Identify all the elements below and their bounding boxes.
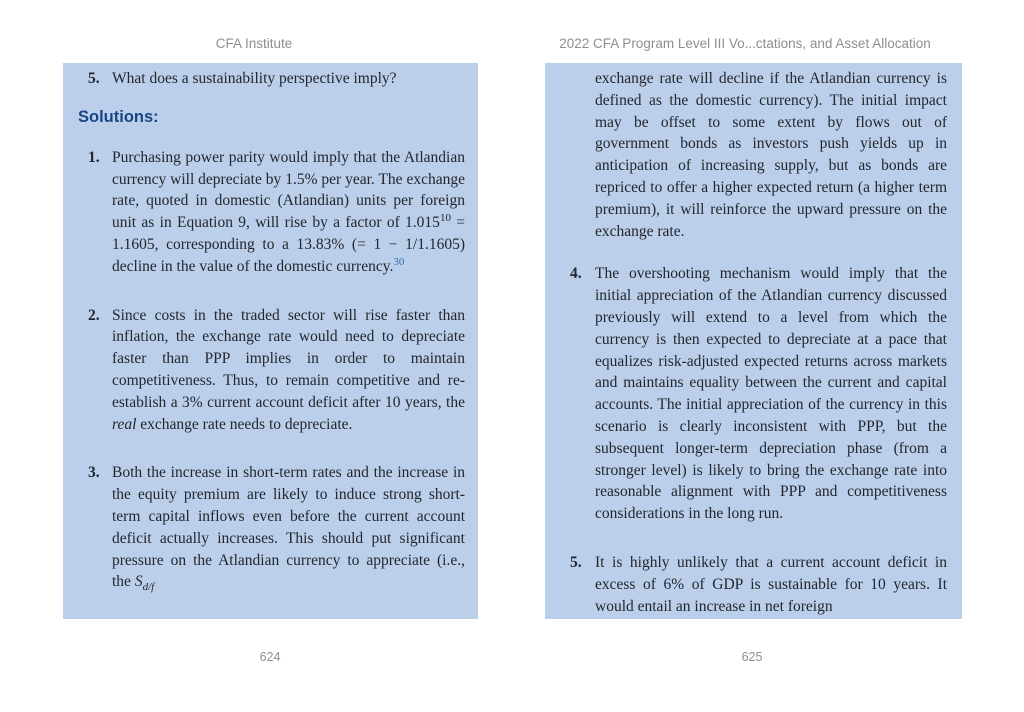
solution-item-1: [63, 147, 465, 278]
solution-item-3-number: 3.: [88, 464, 100, 482]
solution-item-2-text: Since costs in the traded sector will rise faster than inflation, the exchange rate would need to depreciate faster than PPP implies in order to maintain competitiveness. Thus, to remain competitive and re-establish a 3% current account deficit after 10 years, the real exchange rate needs to depreciate.: [112, 306, 465, 433]
running-header-left: CFA Institute: [215, 36, 293, 51]
left-page-highlighted-text: [63, 63, 478, 619]
continuation-paragraph: exchange rate will decline if the Atlandian currency is defined as the domestic currency). The initial impact may be offset to some extent by flows out of government bonds as investors push yields up in anticipation of increasing supply, but as bonds are repriced to offer a higher expected return (a higher term premium), it will reinforce the upward pressure on the exchange rate.: [595, 70, 947, 240]
solutions-list-left: [63, 147, 465, 593]
solution-item-2-number: 2.: [88, 306, 100, 324]
solutions-heading: Solutions:: [78, 107, 159, 126]
solution-item-3: [63, 462, 465, 593]
solution-item-1-text: Purchasing power parity would imply that the Atlandian currency will depreciate by 1.5% per year. The exchange rate, quoted in domestic (Atlandian) units per foreign unit as in Equation 9, will rise by a factor of $1.015^{10} = 1.1605$, corresponding to a 13.83% (= 1 − 1/1.1605) decline in the value of the domestic currency.$^{30}$: [112, 148, 465, 275]
page-number-left: 624: [259, 650, 281, 664]
running-header-right: 2022 CFA Program Level III Vo...ctations, and Asset Allocation: [559, 36, 931, 51]
solution-item-4-number: 4.: [570, 265, 582, 283]
page-number-right: 625: [741, 650, 763, 664]
question-item-5: [63, 68, 465, 90]
question-text: What does a sustainability perspective imply?: [112, 70, 397, 87]
question-number: 5.: [88, 70, 100, 87]
solution-item-2: [63, 305, 465, 436]
solutions-list-right: [545, 263, 947, 617]
solution-item-3-text: Both the increase in short-term rates and the increase in the equity premium are likely to induce strong short-term capital inflows even before the current account deficit actually increases. This should put significant pressure on the Atlandian currency to appreciate (i.e., the $S_{d/f}$: [112, 464, 465, 594]
solution-item-5-number: 5.: [570, 553, 582, 571]
solution-item-4: [545, 263, 947, 525]
footnote-link[interactable]: 30: [393, 255, 405, 268]
solution-item-5-text: It is highly unlikely that a current account deficit in excess of 6% of GDP is sustainable for 10 years. It would entail an increase in net foreign: [595, 553, 947, 615]
solution-item-5: [545, 552, 947, 617]
solution-item-4-text: The overshooting mechanism would imply that the initial appreciation of the Atlandian currency discussed previously will extend to a level from which the currency is then expected to depreciate at a pace that equalizes risk-adjusted expected returns across markets and maintains equality between the current and capital accounts. The initial appreciation of the currency in this scenario is clearly inconsistent with PPP, but the subsequent longer-term depreciation phase (from a stronger level) is likely to bring the exchange rate into reasonable alignment with PPP and competitiveness considerations in the long run.: [595, 265, 947, 523]
solution-item-1-number: 1.: [88, 148, 100, 166]
right-page-highlighted-text: [545, 63, 962, 619]
